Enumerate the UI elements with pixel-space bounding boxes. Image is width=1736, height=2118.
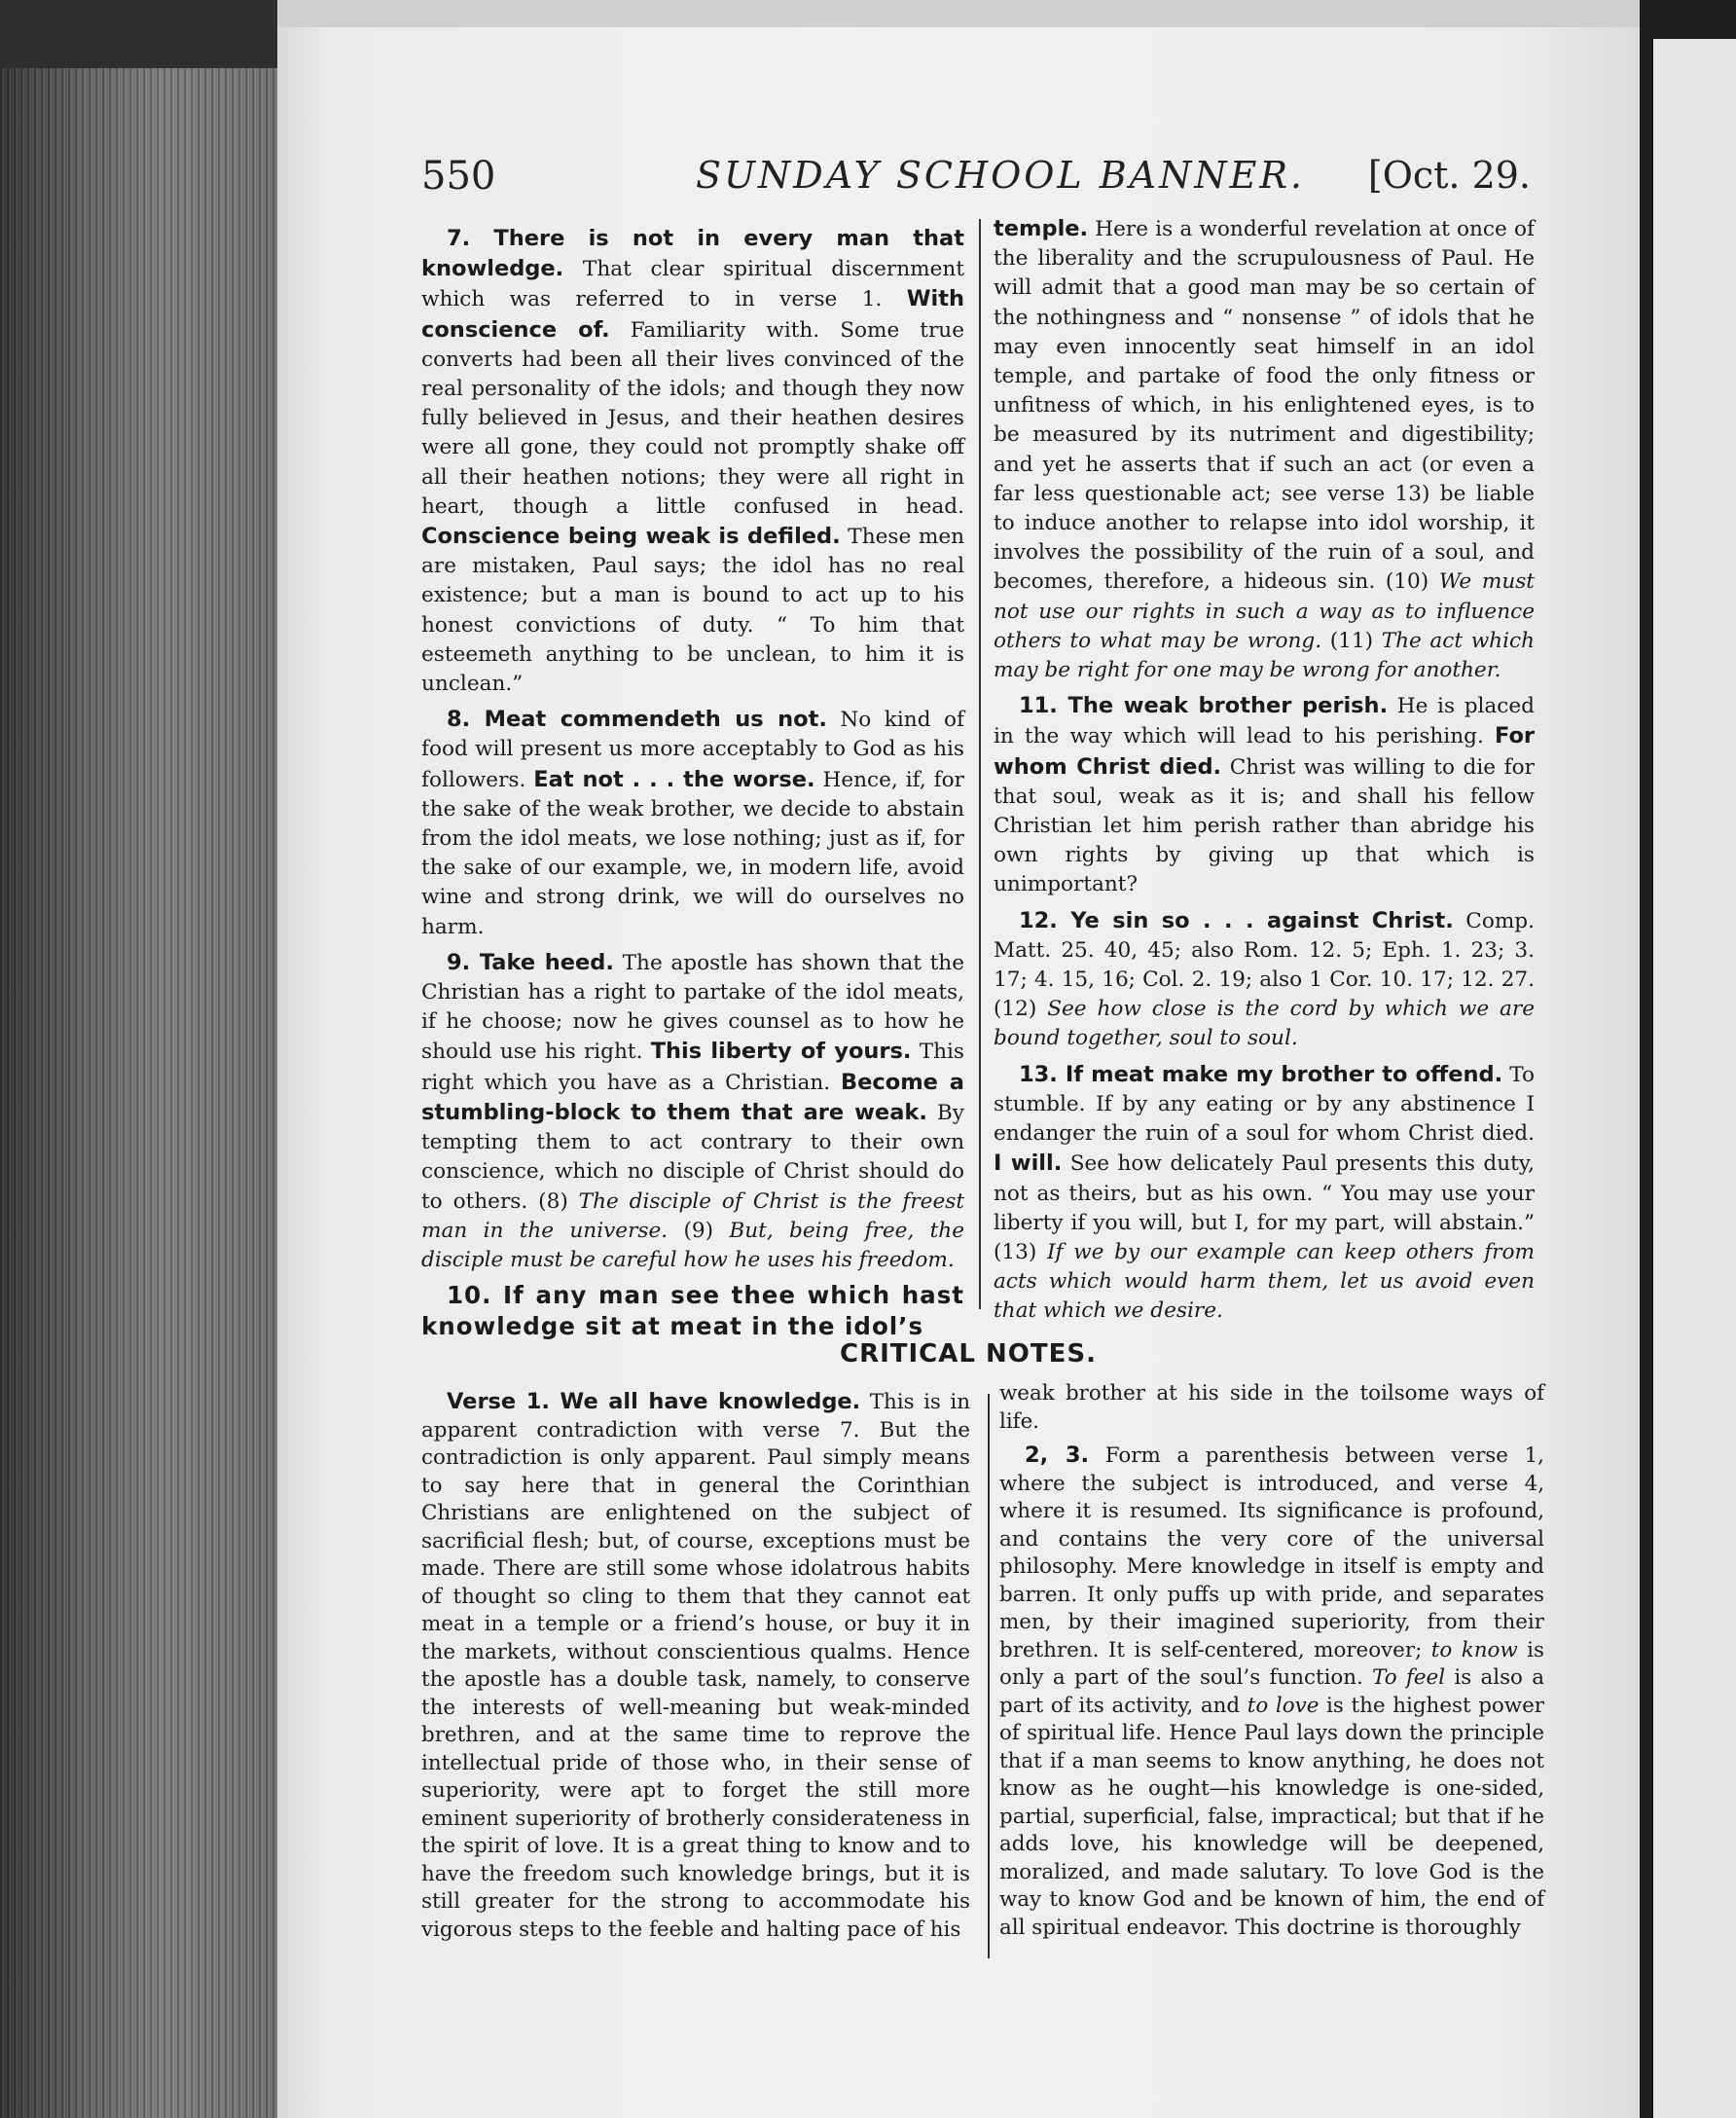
phrase-heading: With conscience of.: [421, 286, 964, 343]
page-header: [421, 154, 1531, 212]
book-page-edges: [0, 0, 277, 2118]
verse-10-continuation: [994, 214, 1535, 685]
commentary-text: Familiarity with. Some true converts had been all their lives convinced of the real personality of the idols; and though they now fully believed in Jesus, and their heathen desires were all gone, they could not promptly shake off all their heathen notions; they were all right in heart, though a little confused in head.: [421, 317, 964, 519]
verse-11-paragraph: [994, 691, 1535, 899]
note-text: is only a part of the soul’s function.: [999, 1637, 1545, 1690]
scan-shadow: [0, 0, 277, 68]
commentary-text: See how delicately Paul presents this duty, not as theirs, but as his own. “ You may use your liberty if you will, but I, for my part, will abstain.” (13): [994, 1151, 1535, 1264]
facing-page-edge: [1651, 39, 1736, 2118]
right-column: [994, 214, 1535, 1333]
commentary-text: That clear spiritual discernment which was referred to in verse 1.: [421, 257, 964, 312]
notes-left-column: [421, 1388, 970, 1950]
commentary-text: To stumble. If by any eating or by any abstinence I endanger the ruin of a soul for whom Christ died.: [994, 1062, 1535, 1147]
lesson-thought: See how close is the cord by which we are bound together, soul to soul.: [994, 997, 1535, 1051]
verse-heading: 13. If meat make my brother to offend.: [1019, 1061, 1503, 1087]
lesson-thought: We must not use our rights in such a way as to influence others to what may be wrong.: [994, 569, 1535, 653]
commentary-text: This right which you have as a Christian.: [421, 1040, 964, 1095]
note-emphasis: to love: [1247, 1693, 1320, 1718]
page-number: 550: [421, 154, 496, 199]
phrase-heading: Conscience being weak is defiled.: [421, 524, 841, 550]
commentary-text: The apostle has shown that the Christian has a right to partake of the idol meats, if he choose; now he gives counsel as to how he should use his right.: [421, 950, 964, 1065]
column-rule: [988, 1394, 990, 1958]
commentary-text: Hence, if, for the sake of the weak brother, we decide to abstain from the idol meats, we lose nothing; just as if, for the sake of our example, we, in modern life, avoid wine and strong drink, we will do ourselves no harm.: [421, 767, 964, 939]
running-title: SUNDAY SCHOOL BANNER.: [696, 154, 1306, 197]
verse-9-paragraph: [421, 948, 964, 1275]
phrase-heading: Become a stumbling-block to them that are weak.: [421, 1069, 964, 1125]
verse-10-paragraph: [421, 1281, 964, 1343]
commentary-text: Here is a wonderful revelation at once of the liberality and the scrupulousness of Paul. He will admit that a good man may be so certain of the nothingness and “ nonsense ” of idols that he may even innocently seat himself in an idol temple, and partake of food the only fitness or unfitness of which, in his enlightened eyes, is to be measured by its nutriment and digestibility; and yet he asserts that if such an act (or even a far less questionable act; see verse 13) be liable to induce another to relapse into idol worship, it involves the possibility of the ruin of a soul, and becomes, therefore, a hideous sin. (10): [994, 217, 1535, 595]
note-continuation: [999, 1380, 1544, 1436]
note-emphasis: to know: [1430, 1637, 1518, 1662]
lesson-thought: The disciple of Christ is the freest man in the universe.: [421, 1188, 964, 1243]
verse-8-paragraph: [421, 705, 964, 942]
phrase-heading: This liberty of yours.: [650, 1039, 912, 1065]
verse-12-paragraph: [994, 906, 1535, 1054]
phrase-heading: I will.: [994, 1150, 1063, 1177]
verse-heading: 7. There is not in every man that knowledge.: [421, 226, 964, 282]
verse-heading: 12. Ye sin so . . . against Christ.: [1019, 907, 1454, 933]
phrase-heading: temple.: [994, 216, 1089, 241]
commentary-text: By tempting them to act contrary to their own conscience, which no disciple of Christ should do to others. (8): [421, 1100, 964, 1214]
left-column: [421, 224, 964, 1350]
note-text: is the highest power of spiritual life. Hence Paul lays down the principle that if a man seems to know anything, he does not know as he ought—his knowledge is one-sided, partial, superficial, false, impractical; but that if he adds love, his knowledge will be deepened, moralized, and made salutary. To love God is the way to know God and be known of him, the end of all spiritual endeavor. This doctrine is thoroughly: [999, 1693, 1544, 1940]
note-verse-1: [421, 1388, 970, 1944]
commentary-text: (9): [668, 1218, 730, 1243]
note-verses-2-3: [999, 1442, 1544, 1942]
note-text: Form a parenthesis between verse 1, where the subject is introduced, and verse 4, where it is resumed. Its significance is profound, and contains the very core of the universal philosophy. Mere knowledge in itself is empty and barren. It only puffs up with pride, and separates men, by their imagined superiority, from their brethren. It is self-centered, moreover;: [999, 1443, 1544, 1662]
note-heading: 2, 3.: [1025, 1442, 1090, 1468]
verse-13-paragraph: [994, 1060, 1535, 1327]
note-text: is also a part of its activity, and: [999, 1665, 1544, 1718]
verse-heading: 10. If any man see thee which hast knowledge sit at meat in the idol’s: [421, 1281, 964, 1341]
commentary-text: These men are mistaken, Paul says; the idol has no real existence; but a man is bound to act up to his honest convictions of duty. “ To him that esteemeth anything to be unclean, to him it is unclean.”: [421, 525, 965, 697]
phrase-heading: For whom Christ died.: [994, 723, 1535, 780]
commentary-text: Comp. Matt. 25. 40, 45; also Rom. 12. 5; Eph. 1. 23; 3. 17; 4. 15, 16; Col. 2. 19; also 1 Cor. 10. 17; 12. 27. (12): [994, 908, 1535, 1022]
issue-date: [Oct. 29.: [1367, 154, 1531, 197]
verse-heading: 8. Meat commendeth us not.: [447, 707, 827, 733]
lesson-thought: The act which may be right for one may be wrong for another.: [994, 628, 1535, 683]
column-rule: [979, 219, 981, 1309]
commentary-text: No kind of food will present us more acceptably to God as his followers.: [421, 708, 964, 792]
note-emphasis: To feel: [1372, 1665, 1446, 1690]
note-text: This is in apparent contradiction with verse 7. But the contradiction is only apparent. Paul simply means to say here that in general the Corinthian Christians are enlightened on the subject of sacrificial flesh; but, of course, exceptions must be made. There are still some whose idolatrous habits of thought so cling to them that they cannot eat meat in a temple or a friend’s house, or buy it in the markets, without conscientious qualms. Hence the apostle has a double task, namely, to conserve the interests of well-meaning but weak-minded brethren, and at the same time to reprove the intellectual pride of those who, in their sense of superiority, were apt to forget the still more eminent superiority of brotherly considerateness in the spirit of love. It is a great thing to know and to have the freedom such knowledge brings, but it is still greater for the strong to accommodate his vigorous steps to the feeble and halting pace of his: [421, 1390, 970, 1942]
note-text: weak brother at his side in the toilsome ways of life.: [999, 1381, 1544, 1434]
section-title: CRITICAL NOTES.: [840, 1339, 1097, 1369]
notes-right-column: [999, 1380, 1544, 1948]
lesson-thought: If we by our example can keep others from acts which would harm them, let us avoid even that which we desire.: [994, 1239, 1535, 1324]
lesson-thought: But, being free, the disciple must be careful how he uses his freedom.: [421, 1218, 964, 1272]
commentary-text: Christ was willing to die for that soul, weak as it is; and shall his fellow Christian let him perish rather than abridge his own rights by giving up that which is unimportant?: [994, 754, 1536, 897]
verse-heading: 9. Take heed.: [447, 949, 614, 975]
verse-7-paragraph: [421, 224, 964, 699]
commentary-text: (11): [1321, 628, 1382, 653]
commentary-text: He is placed in the way which will lead to his perishing.: [994, 694, 1535, 749]
phrase-heading: Eat not . . . the worse.: [533, 766, 815, 792]
verse-heading: 11. The weak brother perish.: [1019, 693, 1389, 719]
note-heading: Verse 1. We all have knowledge.: [447, 1389, 861, 1414]
